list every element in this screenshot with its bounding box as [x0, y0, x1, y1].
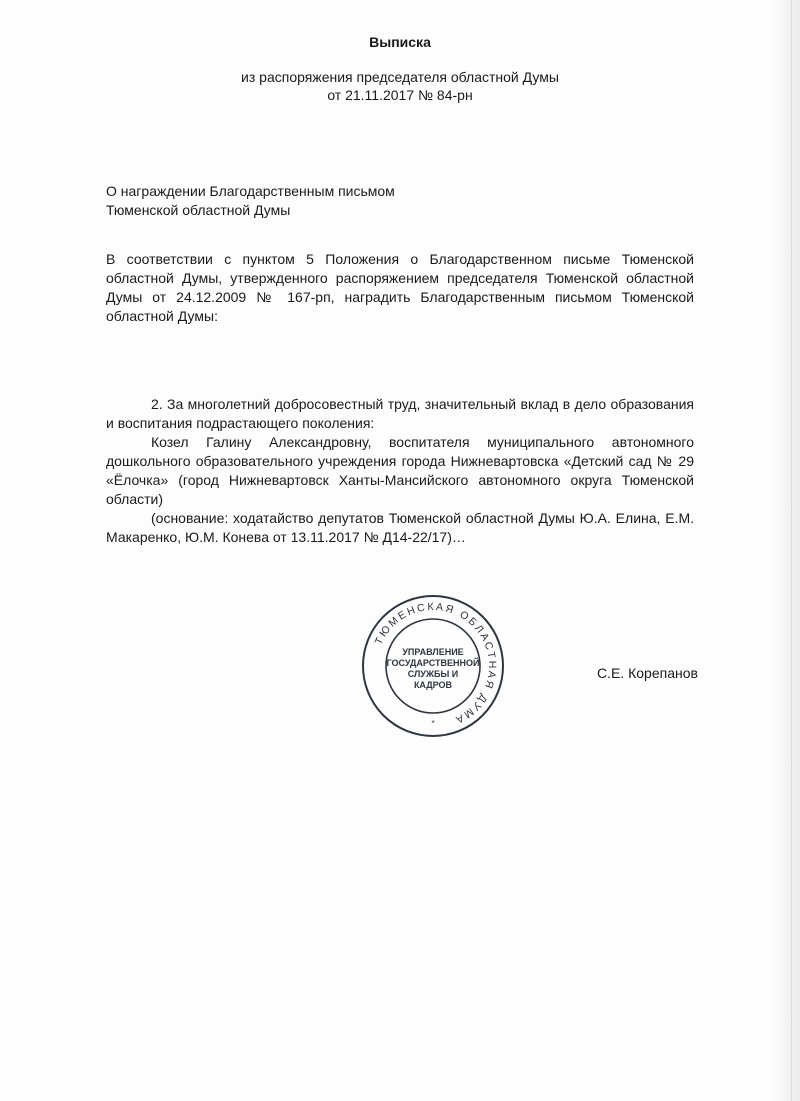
stamp-center-line-3: СЛУЖБЫ И	[407, 669, 459, 679]
subtitle-line-2: от 21.11.2017 № 84-рн	[327, 87, 473, 103]
award-item	[106, 395, 694, 547]
scan-edge	[772, 0, 800, 1101]
stamp-center-line-4: КАДРОВ	[413, 680, 453, 690]
document-subject	[106, 182, 395, 220]
stamp-star-icon: *	[431, 719, 435, 728]
stamp-center-line-2: ГОСУДАРСТВЕННОЙ	[386, 658, 480, 668]
award-person: Козел Галину Александровну, воспитателя муниципального автономного дошкольного образовательного учреждения города Нижневартовска «Детский сад № 29 «Ёлочка» (город Нижневартовск Ханты-Мансийского автономного округа Тюменской области)	[106, 434, 694, 507]
award-heading: 2. За многолетний добросовестный труд, значительный вклад в дело образования и воспитания подрастающего поколения:	[106, 396, 694, 431]
stamp-ring-text: ТЮМЕНСКАЯ ОБЛАСТНАЯ ДУМА	[372, 600, 499, 727]
stamp-center-line-1: УПРАВЛЕНИЕ	[402, 647, 464, 657]
intro-paragraph	[106, 250, 694, 326]
award-basis: (основание: ходатайство депутатов Тюменской областной Думы Ю.А. Елина, Е.М. Макаренко, Ю.М. Конева от 13.11.2017 № Д14-22/17)…	[106, 510, 694, 545]
document-title: Выписка	[369, 34, 431, 50]
subject-line-2: Тюменской областной Думы	[106, 202, 291, 218]
intro-text: В соответствии с пунктом 5 Положения о Благодарственном письме Тюменской областной Думы, утвержденного распоряжением председателя Тюменской областной Думы от 24.12.2009 № 167-рп, наградить Благодарственным письмом Тюменской областной Думы:	[106, 251, 694, 324]
scan-edge-line	[791, 0, 792, 1101]
subject-line-1: О награждении Благодарственным письмом	[106, 183, 395, 199]
document-subtitle	[0, 68, 800, 104]
subtitle-line-1: из распоряжения председателя областной Думы	[241, 69, 559, 85]
signature-name: С.Е. Корепанов	[597, 665, 698, 681]
official-stamp	[360, 593, 506, 739]
